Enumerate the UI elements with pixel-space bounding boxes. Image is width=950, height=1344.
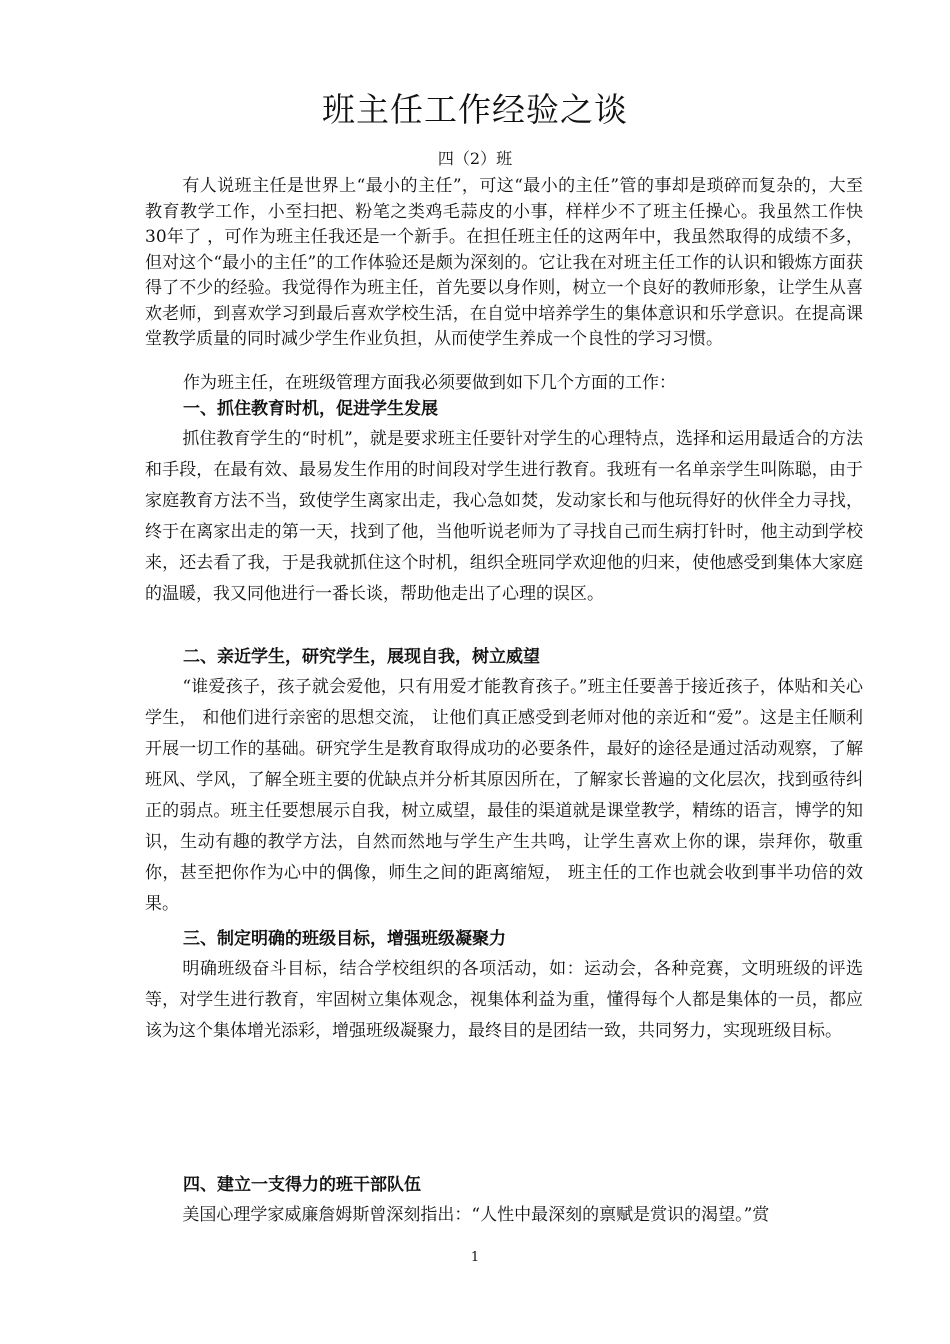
intro-text: 有人说班主任是世界上“最小的主任”，可这“最小的主任”管的事却是琐碎而复杂的，大至教育教学工作，小至扫把、粉笔之类鸡毛蒜皮的小事，样样少不了班主任操心。我虽然工作快30年了 ，可作为班主任我还是一个新手。在担任班主任的这两年中，我虽然取得的成绩不多，但对这个“最小的主任”的工作体验还是颇为深刻的。它让我在对班主任工作的认识和锻炼方面获得了不少的经验。我觉得作为班主任，首先要以身作则，树立一个良好的教师形象，让学生从喜欢老师，到喜欢学习到最后喜欢学校生活，在自觉中培养学生的集体意识和乐学意识。在提高课堂教学质量的同时减少学生作业负担，从而使学生养成一个良性的学习习惯。 — [145, 176, 863, 349]
section-heading-1: 一、抓住教育时机，促进学生发展 — [183, 399, 438, 419]
section-heading-3: 三、制定明确的班级目标，增强班级凝聚力 — [183, 929, 506, 949]
lead-sentence: 作为班主任，在班级管理方面我必须要做到如下几个方面的工作： — [183, 373, 676, 393]
section-body-1 — [145, 424, 863, 610]
document-title: 班主任工作经验之谈 — [322, 90, 628, 129]
section-text-3: 明确班级奋斗目标，结合学校组织的各项活动，如：运动会，各种竞赛，文明班级的评选等，对学生进行教育，牢固树立集体观念，视集体利益为重，懂得每个人都是集体的一员，都应该为这个集体增光添彩，增强班级凝聚力，最终目的是团结一致，共同努力，实现班级目标。 — [145, 959, 863, 1041]
section-text-1: 抓住教育学生的“时机”，就是要求班主任要针对学生的心理特点，选择和运用最适合的方法和手段，在最有效、最易发生作用的时间段对学生进行教育。我班有一名单亲学生叫陈聪，由于家庭教育方法不当，致使学生离家出走，我心急如焚，发动家长和与他玩得好的伙伴全力寻找，终于在离家出走的第一天，找到了他，当他听说老师为了寻找自己而生病打针时，他主动到学校来，还去看了我，于是我就抓住这个时机，组织全班同学欢迎他的归来，使他感受到集体大家庭的温暖，我又同他进行一番长谈，帮助他走出了心理的误区。 — [145, 429, 863, 604]
document-subtitle: 四（2）班 — [437, 149, 513, 168]
section-body-3 — [145, 954, 863, 1047]
section-text-4: 美国心理学家威廉詹姆斯曾深刻指出：“人性中最深刻的禀赋是赏识的渴望。”赏 — [182, 1205, 770, 1225]
intro-paragraph — [145, 174, 863, 353]
page-number: 1 — [470, 1250, 480, 1265]
section-heading-2: 二、亲近学生，研究学生，展现自我，树立威望 — [183, 647, 540, 667]
section-body-2 — [145, 672, 863, 920]
section-heading-4: 四、建立一支得力的班干部队伍 — [183, 1175, 421, 1195]
section-text-2: “谁爱孩子，孩子就会爱他，只有用爱才能教育孩子。”班主任要善于接近孩子，体贴和关心学生， 和他们进行亲密的思想交流， 让他们真正感受到老师对他的亲近和“爱”。这是主任顺利开展一切工作的基础。研究学生是教育取得成功的必要条件，最好的途径是通过活动观察，了解班风、学风，了解全班主要的优缺点并分析其原因所在，了解家长普遍的文化层次，找到亟待纠正的弱点。班主任要想展示自我，树立威望，最佳的渠道就是课堂教学，精练的语言，博学的知识，生动有趣的教学方法，自然而然地与学生产生共鸣，让学生喜欢上你的课，崇拜你，敬重你，甚至把你作为心中的偶像，师生之间的距离缩短， 班主任的工作也就会收到事半功倍的效果。 — [145, 677, 863, 914]
section-body-4 — [145, 1200, 863, 1231]
